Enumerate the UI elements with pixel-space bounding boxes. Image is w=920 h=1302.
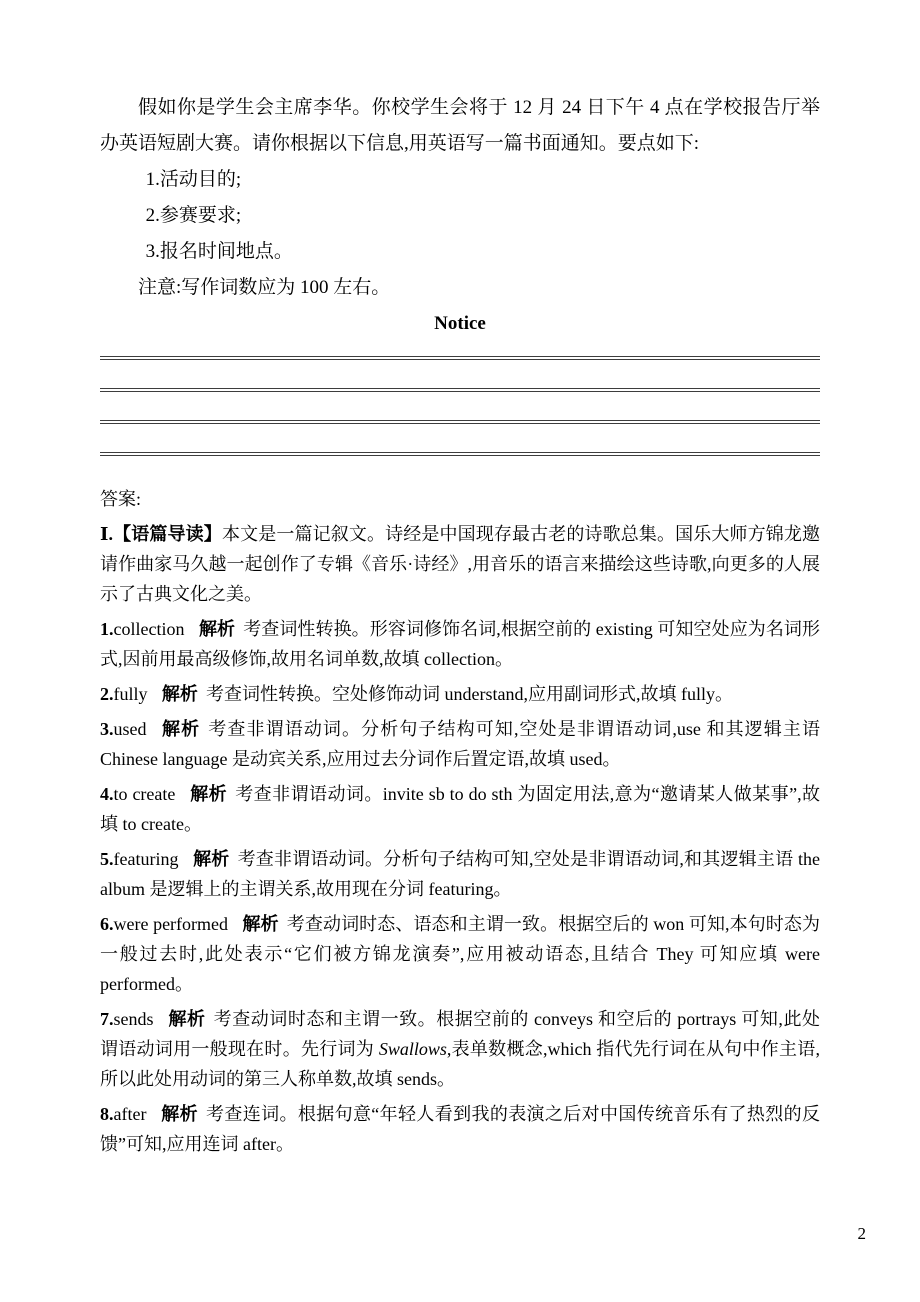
analysis-tag: 解析 [161,684,198,704]
analysis-tag: 解析 [160,1104,198,1124]
answers-section [100,484,820,1159]
analysis-text: 考查动词时态和主谓一致。根据空前的 conveys 和空后的 portrays 可知,此处谓语动词用一般现在时。先行词为 [100,1009,821,1059]
analysis-tag: 解析 [160,719,201,739]
task-point-1: 1.活动目的; [145,169,242,190]
answer-word: were performed [113,914,229,934]
answer-item-6 [100,909,820,999]
italic-term: Swallows [378,1039,447,1059]
answer-item-3 [100,714,820,774]
answer-item-2 [100,679,820,709]
overview-text: 本文是一篇记叙文。诗经是中国现存最古老的诗歌总集。国乐大师方锦龙邀请作曲家马久越一起创作了专辑《音乐·诗经》,用音乐的语言来描绘这些诗歌,向更多的人展示了古典文化之美。 [100,524,820,604]
analysis-tag: 解析 [192,849,230,869]
answer-number: 1. [100,619,114,639]
answer-item-7 [100,1004,820,1094]
answer-number: 3. [100,719,114,739]
answer-number: 2. [100,684,114,704]
task-point-2: 2.参赛要求; [145,205,242,226]
analysis-tag: 解析 [167,1009,206,1029]
analysis-tag: 解析 [242,914,279,934]
writing-line [100,388,820,392]
answer-item-8 [100,1099,820,1159]
overview-tag: 【语篇导读】 [113,524,222,544]
writing-line [100,420,820,424]
answer-number: 8. [100,1104,114,1124]
notice-title: Notice [434,313,486,334]
writing-lines [100,356,820,456]
answer-word: after [113,1104,147,1124]
answers-label: 答案: [100,489,142,509]
analysis-text-continued: ,表单数概念,which 指代先行词在从句中作主语,所以此处用动词的第三人称单数,故填 sends。 [100,1039,820,1089]
analysis-text: 考查动词时态、语态和主谓一致。根据空后的 won 可知,本句时态为一般过去时,此处表示“它们被方锦龙演奏”,应用被动语态,且结合 They 可知应填 were performed。 [100,914,820,994]
answer-number: 7. [100,1009,114,1029]
overview-number: Ⅰ. [100,524,114,544]
answer-number: 6. [100,914,114,934]
analysis-text: 考查非谓语动词。分析句子结构可知,空处是非谓语动词,和其逻辑主语 the album 是逻辑上的主谓关系,故用现在分词 featuring。 [100,849,820,899]
analysis-text: 考查非谓语动词。invite sb to do sth 为固定用法,意为“邀请某人做某事”,故填 to create。 [100,784,821,834]
task-intro: 假如你是学生会主席李华。你校学生会将于 12 月 24 日下午 4 点在学校报告厅举办英语短剧大赛。请你根据以下信息,用英语写一篇书面通知。要点如下: [100,97,820,154]
answer-word: featuring [113,849,179,869]
analysis-tag: 解析 [198,619,236,639]
answer-item-5 [100,844,820,904]
task-note: 注意:写作词数应为 100 左右。 [138,277,391,298]
writing-task-section [100,90,820,456]
answer-word: collection [113,619,185,639]
answer-item-4 [100,779,820,839]
writing-line [100,356,820,360]
answer-word: to create [113,784,176,804]
answer-item-1 [100,614,820,674]
analysis-tag: 解析 [189,784,228,804]
answer-word: sends [113,1009,154,1029]
page-number: 2 [857,1224,866,1243]
task-point-3: 3.报名时间地点。 [145,241,293,262]
analysis-text: 考查非谓语动词。分析句子结构可知,空处是非谓语动词,use 和其逻辑主语 Chinese language 是动宾关系,应用过去分词作后置定语,故填 used。 [100,719,820,769]
passage-overview [100,519,820,609]
analysis-text: 考查词性转换。空处修饰动词 understand,应用副词形式,故填 fully。 [205,684,733,704]
analysis-text: 考查连词。根据句意“年轻人看到我的表演之后对中国传统音乐有了热烈的反馈”可知,应用连词 after。 [100,1104,820,1154]
answer-number: 5. [100,849,114,869]
answer-number: 4. [100,784,114,804]
answer-word: fully [113,684,148,704]
answer-word: used [113,719,147,739]
writing-line [100,452,820,456]
analysis-text: 考查词性转换。形容词修饰名词,根据空前的 existing 可知空处应为名词形式,因前用最高级修饰,故用名词单数,故填 collection。 [100,619,820,669]
